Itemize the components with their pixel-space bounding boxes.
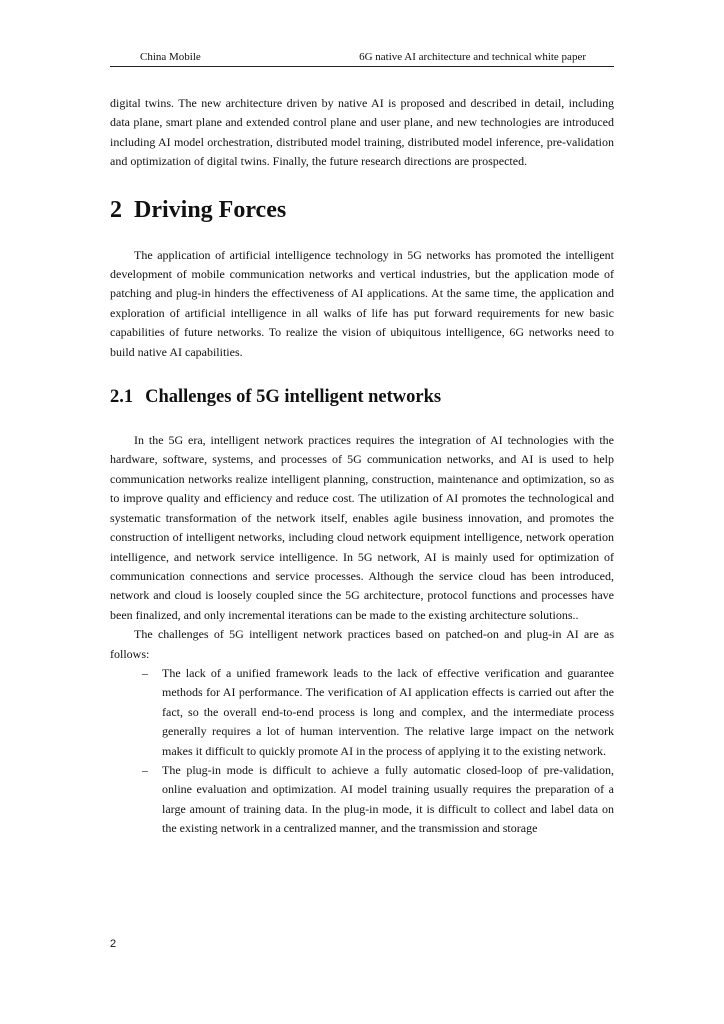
subsection-title: Challenges of 5G intelligent networks [145,387,442,408]
challenge-list [110,664,614,839]
section-2-paragraph: The application of artificial intelligence technology in 5G networks has promoted the intelligent development of mobile communication networks and vertical industries, but the application mode of patching and plug-in hinders the effectiveness of AI applications. At the same time, the application and exploration of artificial intelligence in all walks of life has put forward requirements for new basic capabilities of future networks. To realize the vision of ubiquitous intelligence, 6G networks need to build native AI capabilities. [110,247,614,359]
section-number: 2 [110,196,122,223]
subsection-number: 2.1 [110,387,134,408]
page-number: 2 [110,938,117,950]
subsection-heading-2-1 [110,386,614,408]
intro-paragraph: digital twins. The new architecture driven by native AI is proposed and described in detail, including data plane, smart plane and extended control plane and user plane, and new technologies are introduced including AI model orchestration, distributed model training, distributed model inference, pre-validation and optimization of digital twins. Finally, the future research directions are prospected. [110,96,614,169]
subsection-paragraph-2: The challenges of 5G intelligent network practices based on patched-on and plug-in AI are as follows: [110,627,614,661]
section-heading-2 [110,196,614,224]
list-item [110,761,614,839]
dash-bullet: – [142,762,148,777]
header-org: China Mobile [140,51,201,63]
header-doc-title: 6G native AI architecture and technical white paper [359,51,586,63]
dash-bullet: – [142,665,148,680]
page-content [110,94,614,839]
list-item [110,664,614,761]
list-item-text: The plug-in mode is difficult to achieve a fully automatic closed-loop of pre-validation, online evaluation and optimization. AI model training usually requires the preparation of a large amount of training data. In the plug-in mode, it is difficult to collect and label data on the existing network in a centralized manner, and the transmission and storage [162,762,614,836]
subsection-paragraph-1: In the 5G era, intelligent network practices requires the integration of AI technologies with the hardware, software, systems, and processes of 5G communication networks, and AI is used to help communication networks realize intelligent planning, construction, maintenance and optimization, so as to improve quality and efficiency and reduce cost. The utilization of AI promotes the technological and systematic transformation of the network itself, enables agile business innovation, and promotes the construction of intelligent networks, including cloud network equipment intelligence, network operation intelligence, and network service intelligence. In 5G network, AI is mainly used for optimization of communication connections and service processes. Although the service cloud has been introduced, network and cloud is loosely coupled since the 5G architecture, protocol functions and processes have been finalized, and only incremental iterations can be made to the existing architecture solutions.. [110,433,614,622]
page-header [110,50,614,67]
list-item-text: The lack of a unified framework leads to the lack of effective verification and guarantee methods for AI performance. The verification of AI application effects is carried out after the fact, so the overall end-to-end process is long and complex, and the intermediate process generally requires a lot of human intervention. The relative large impact on the network makes it difficult to quickly promote AI in the process of applying it to the existing network. [162,665,614,758]
section-title: Driving Forces [134,196,287,223]
